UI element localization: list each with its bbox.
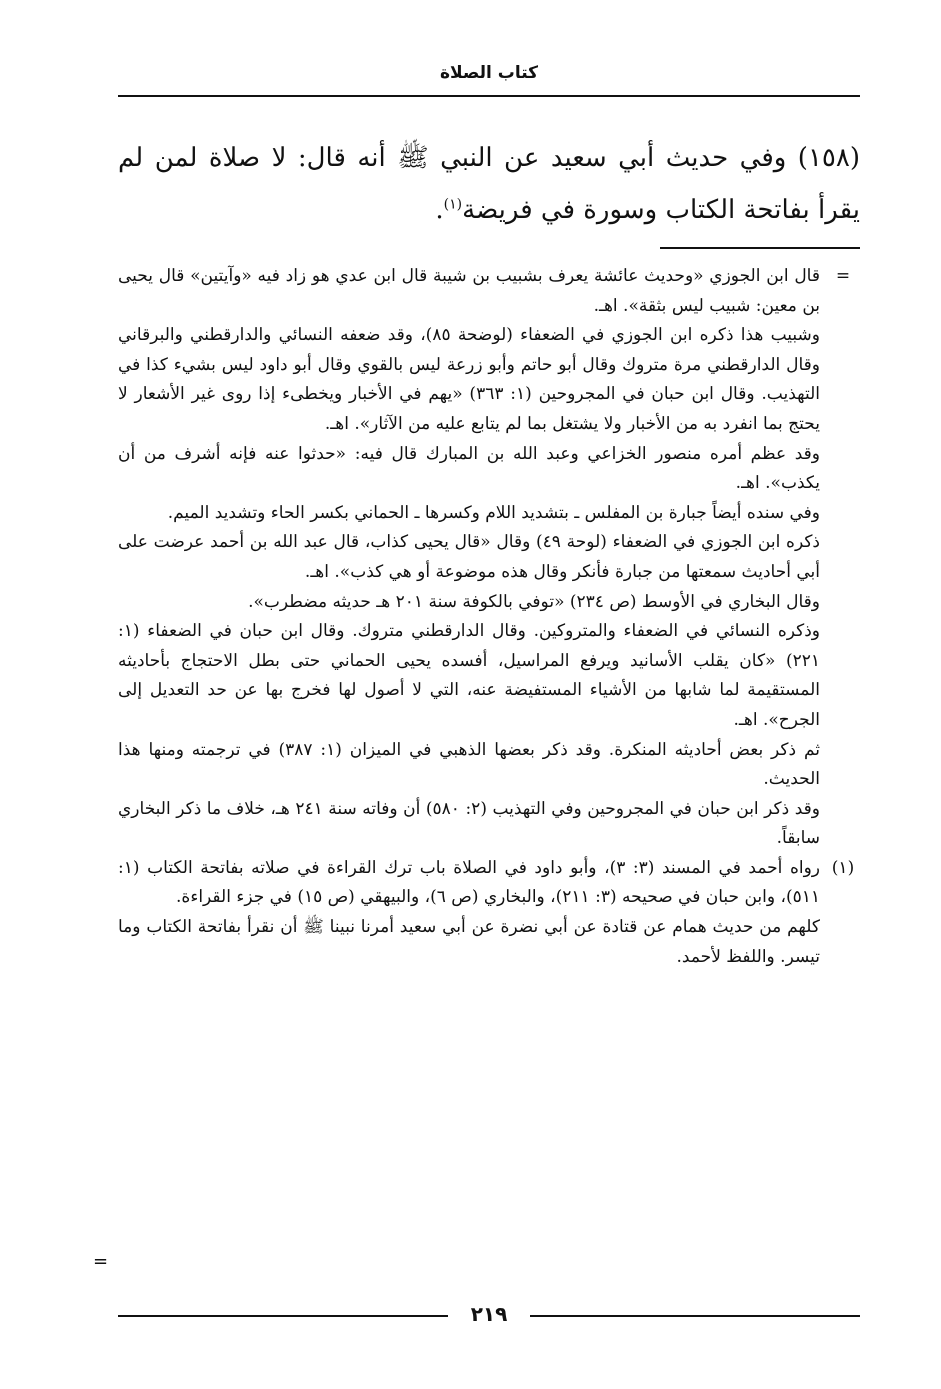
footnote-paragraph: وفي سنده أيضاً جبارة بن المفلس ـ بتشديد اللام وكسرها ـ الحماني بكسر الحاء وتشديد الميم. — [167, 502, 820, 523]
footnote-paragraph: وقد ذكر ابن حبان في المجروحين وفي التهذيب (٢: ٥٨٠) أن وفاته سنة ٢٤١ هـ، خلاف ما ذكر البخاري سابقاً. — [118, 798, 820, 849]
footnote-separator — [660, 247, 860, 249]
footnote-paragraph: وقال البخاري في الأوسط (ص ٢٣٤) «توفي بالكوفة سنة ٢٠١ هـ حديثه مضطرب». — [248, 591, 820, 612]
footnote-1 — [118, 854, 860, 972]
footnote-paragraph: رواه أحمد في المسند (٣: ٣)، وأبو داود في الصلاة باب ترك القراءة في صلاته بفاتحة الكتاب (١: ٥١١)، وابن حبان في صحيحه (٣: ٢١١)، والبخاري (ص ٦)، والبيهقي (ص ١٥) في جزء القراءة. — [118, 857, 820, 908]
footnote-paragraph: ذكره ابن الجوزي في الضعفاء (لوحة ٤٩) وقال «قال يحيى كذاب، قال عبد الله بن أحمد عرضت على أبي أحاديث سمعتها من جبارة فأنكر وقال هذه موضوعة أو هي كذب». اهـ. — [118, 532, 820, 582]
footnote-number: (١) — [831, 857, 855, 878]
hadith-main-text — [118, 132, 860, 236]
footer-rule-right — [530, 1315, 860, 1317]
header-rule — [118, 95, 860, 97]
footer-rule-left — [118, 1315, 448, 1317]
hadith-end-mark: . — [435, 195, 444, 225]
footnote-paragraph: ثم ذكر بعض أحاديثه المنكرة. وقد ذكر بعضها الذهبي في الميزان (١: ٣٨٧) في ترجمته ومنها هذا الحديث. — [118, 739, 820, 790]
continuation-marker: = — [835, 266, 851, 286]
running-header: كتاب الصلاة — [439, 63, 539, 83]
continued-footnote — [118, 262, 860, 854]
footnote-paragraph: وقد عظم أمره منصور الخزاعي وعبد الله بن المبارك قال فيه: «حدثوا عنه فإنه أشرف من أن يكذب». اهـ. — [118, 443, 820, 494]
footnote-reference: (١) — [443, 196, 463, 213]
footnote-paragraph: وشبيب هذا ذكره ابن الجوزي في الضعفاء (لوضحة ٨٥)، وقد ضعفه النسائي والدارقطني والبرقاني وقال الدارقطني مرة متروك وقال أبو حاتم وأبو زرعة ليس بالقوي وقال أبو داود ليس بشيء كذا في التهذيب. وقال ابن حبان في المجروحين (١: ٣٦٣) «يهم في الأخبار ويخطىء إذا روى غير الأشعار لا يحتج بما انفرد به من الأخبار ولا يشتغل بما لم يتابع عليه من الآثار». اهـ. — [118, 325, 820, 434]
footnote-paragraph: وذكره النسائي في الضعفاء والمتروكين. وقال الدارقطني متروك. وقال ابن حبان في الضعفاء (١: ٢٢١) «كان يقلب الأسانيد ويرفع المراسيل، أفسده يحيى الحماني حتى بطل الاحتجاج بأحاديثه المستقيمة لما شابها من الأشياء المستفيضة عنه، التي لا أصول لها فخرج بها عن حد التعديل إلى الجرح». اهـ. — [118, 621, 820, 730]
page-number: ٢١٩ — [470, 1302, 508, 1326]
hadith-text: (١٥٨) وفي حديث أبي سعيد عن النبي ﷺ أنه قال: لا صلاة لمن لم يقرأ بفاتحة الكتاب وسورة في فريضة — [118, 143, 860, 225]
continues-next-page-marker: = — [93, 1251, 109, 1272]
footnote-paragraph: قال ابن الجوزي «وحديث عائشة يعرف بشبيب بن شيبة قال ابن عدي هو زاد فيه «وآيتين» قال يحيى بن معين: شبيب ليس بثقة». اهـ. — [118, 266, 820, 316]
footnotes-area — [118, 262, 860, 972]
footnote-paragraph: كلهم من حديث همام عن قتادة عن أبي نضرة عن أبي سعيد أمرنا نبينا ﷺ أن نقرأ بفاتحة الكتاب وما تيسر. واللفظ لأحمد. — [118, 917, 820, 967]
